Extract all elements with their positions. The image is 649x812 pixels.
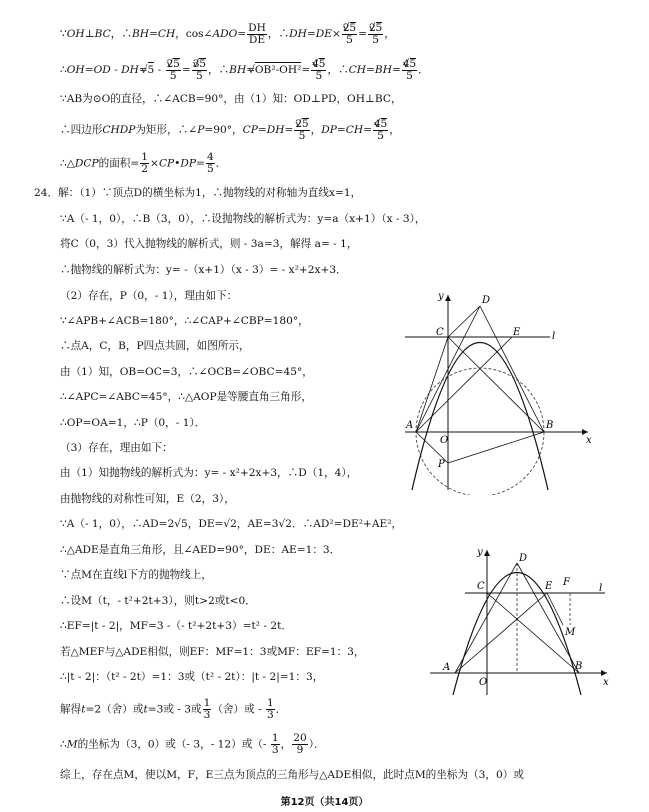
fig1-label-d: D: [482, 295, 491, 306]
fig2-label-o: O: [479, 677, 488, 688]
text-line-14: ∴∠APC=∠ABC=45°，∴△AOP是等腰直角三角形，: [60, 391, 312, 403]
text-line-5: ∴△DCP的面积= $\frac{1}{2}$ ×CP•DP= $\frac{4}{5}$ ．: [60, 151, 227, 175]
fig2-label-e: E: [545, 581, 553, 592]
figure-2-parabola-triangle: [425, 545, 615, 700]
text-line-16: （3）存在，理由如下：: [60, 442, 173, 454]
fig2-label-x: x: [603, 677, 609, 688]
text-line-26: 解得t=2（舍）或t=3或 - 3或 $\frac{1}{3}$ （舍）或 - $\frac{1}{3}$ ．: [60, 697, 287, 721]
text-line-19: ∵A（- 1，0），∴AD=2√5，DE=√2，AE=3√2．∴AD²=DE²+AE²，: [60, 518, 403, 530]
text-line-20: ∴△ADE是直角三角形，且∠AED=90°，DE：AE=1：3．: [60, 544, 341, 556]
text-line-15: ∴OP=OA=1，∴P（0，- 1）．: [60, 417, 206, 429]
text-line-17: 由（1）知抛物线的解析式为：y= - x²+2x+3，∴D（1，4），: [60, 467, 358, 479]
text-line-6: 24．解：（1）∵顶点D的横坐标为1，∴抛物线的对称轴为直线x=1，: [34, 187, 362, 199]
text-line-21: ∵点M在直线l下方的抛物线上，: [60, 569, 212, 581]
text-line-18: 由抛物线的对称性可知，E（2，3），: [60, 493, 235, 505]
text-line-23: ∴EF=|t - 2|，MF=3 -（- t²+2t+3）=t² - 2t．: [60, 620, 292, 632]
text-line-12: ∴点A，C，B，P四点共圆，如图所示，: [60, 340, 250, 352]
figure-1-parabola-circle: [400, 285, 600, 495]
text-line-27: ∴M的坐标为（3，0）或（- 3，- 12）或（- $\frac{1}{3}$ ， $\frac{20}{9}$ ）．: [60, 732, 325, 756]
text-line-4: ∴四边形CHDP为矩形，∴∠P=90°，CP=DH= $\frac{2√ 5}{5}$ ，DP=CH= $\frac{4√ 5}{5}$ ，: [60, 118, 400, 142]
text-line-8: 将C（0，3）代入抛物线的解析式，则 - 3a=3，解得 a= - 1，: [60, 238, 358, 250]
fig1-label-a: A: [406, 420, 414, 431]
text-line-25: ∴|t - 2|：（t² - 2t）=1：3或（t² - 2t）：|t - 2|=1：3，: [60, 671, 324, 683]
text-line-11: ∵∠APB+∠ACB=180°，∴∠CAP+∠CBP=180°，: [60, 315, 309, 327]
fig1-label-b: B: [546, 420, 554, 431]
fig2-label-d: D: [519, 553, 528, 564]
text-line-13: 由（1）知，OB=OC=3，∴∠OCB=∠OBC=45°，: [60, 366, 313, 378]
text-line-9: ∴抛物线的解析式为：y= -（x+1）（x - 3）= - x²+2x+3．: [60, 264, 347, 276]
text-line-24: 若△MEF与△ADE相似，则EF：MF=1：3或MF：EF=1：3，: [60, 646, 365, 658]
fig1-label-c: C: [436, 327, 444, 338]
text-line-7: ∵A（- 1，0），∴B（3，0），∴设抛物线的解析式为：y=a（x+1）（x - 3），: [60, 213, 426, 225]
text-line-1: ∵OH⊥BC，∴BH=CH，cos∠ADO= $\frac{DH}{DE}$ ，∴DH=DE× $\frac{2√ 5}{5}$ = $\frac{2√ 5}{5}$ ，: [60, 22, 395, 46]
fig2-label-a: A: [443, 662, 451, 673]
fig1-label-o: O: [440, 435, 449, 446]
fig2-label-b: B: [575, 661, 583, 672]
text-line-2: ∴OH=OD - DH=√ 5 - $\frac{2√ 5}{5}$ = $\frac{3√ 5}{5}$ ，∴BH=√ OB²-OH²= $\frac{4√ 5}{5}$ ，∴CH=BH= $\frac{4√ 5}{5}$ ．: [60, 58, 429, 82]
fig2-label-m: M: [565, 627, 576, 638]
fig1-label-l: l: [552, 331, 556, 342]
fig1-label-x: x: [586, 435, 592, 446]
fig2-label-l: l: [599, 583, 603, 594]
fig2-label-y: y: [477, 547, 483, 558]
text-line-3: ∵AB为⊙O的直径，∴∠ACB=90°，由（1）知：OD⊥PD，OH⊥BC，: [60, 93, 402, 105]
fig2-label-c: C: [477, 581, 485, 592]
fig1-label-p: P: [438, 459, 445, 470]
fig1-label-e: E: [513, 327, 521, 338]
text-line-22: ∴设M（t，- t²+2t+3），则t>2或t<0．: [60, 595, 256, 607]
fig1-label-y: y: [438, 291, 444, 302]
text-line-28: 综上，存在点M，使以M，F，E三点为顶点的三角形与△ADE相似，此时点M的坐标为（3，0）或: [60, 769, 524, 781]
page-footer: 第12页（共14页）: [280, 797, 369, 808]
fig2-label-f: F: [563, 577, 570, 588]
text-line-10: （2）存在，P（0，- 1），理由如下：: [60, 290, 238, 302]
